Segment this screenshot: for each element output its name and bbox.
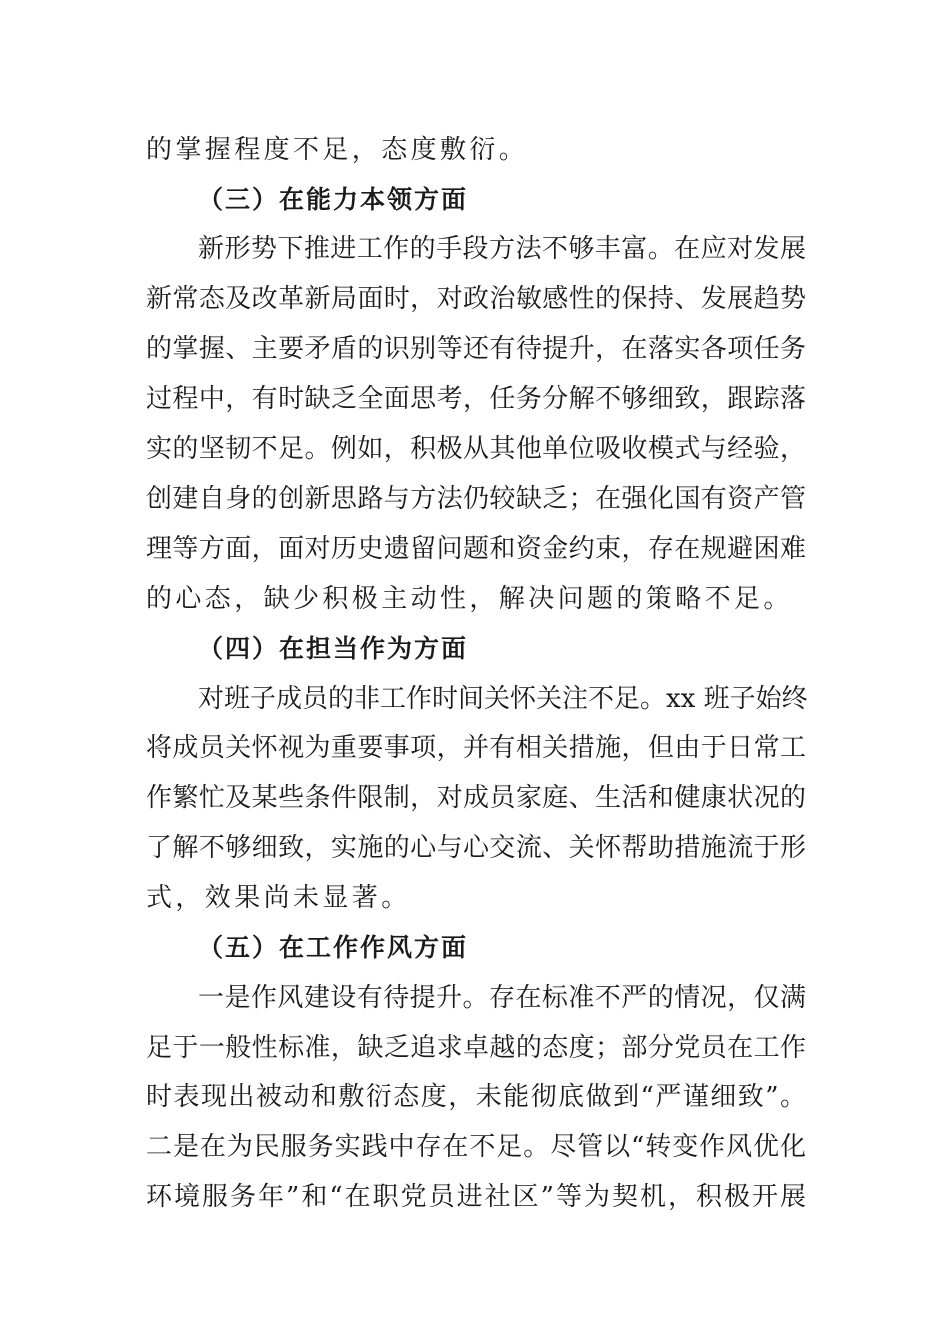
body-line: 新常态及改革新局面时，对政治敏感性的保持、发展趋势 (146, 284, 806, 314)
section-heading-3: （三）在能力本领方面 (198, 185, 469, 214)
body-line: 式，效果尚未显著。 (146, 883, 411, 913)
body-line: 对班子成员的非工作时间关怀关注不足。xx 班子始终 (198, 684, 808, 714)
body-line: 新形势下推进工作的手段方法不够丰富。在应对发展 (198, 234, 806, 264)
body-line: 了解不够细致，实施的心与心交流、关怀帮助措施流于形 (146, 833, 806, 863)
body-line: 创建自身的创新思路与方法仍较缺乏；在强化国有资产管 (146, 484, 806, 514)
body-line: 的心态，缺少积极主动性，解决问题的策略不足。 (146, 584, 793, 614)
body-line: 二是在为民服务实践中存在不足。尽管以“转变作风优化 (146, 1132, 806, 1162)
body-line: 理等方面，面对历史遗留问题和资金约束，存在规避困难 (146, 534, 806, 564)
body-line: 一是作风建设有待提升。存在标准不严的情况，仅满 (198, 983, 806, 1013)
section-heading-4: （四）在担当作为方面 (198, 634, 469, 663)
body-line: 足于一般性标准，缺乏追求卓越的态度；部分党员在工作 (146, 1033, 806, 1063)
body-line: 作繁忙及某些条件限制，对成员家庭、生活和健康状况的 (146, 783, 806, 813)
body-line: 过程中，有时缺乏全面思考，任务分解不够细致，跟踪落 (146, 384, 806, 414)
body-line: 将成员关怀视为重要事项，并有相关措施，但由于日常工 (146, 733, 806, 763)
body-line: 时表现出被动和敷衍态度，未能彻底做到“严谨细致”。 (146, 1082, 806, 1112)
body-line: 实的坚韧不足。例如，积极从其他单位吸收模式与经验， (146, 434, 806, 464)
body-line: 的掌握、主要矛盾的识别等还有待提升，在落实各项任务 (146, 334, 806, 364)
section-heading-5: （五）在工作作风方面 (198, 933, 469, 962)
body-line: 的掌握程度不足，态度敷衍。 (146, 135, 529, 165)
body-line: 环境服务年”和“在职党员进社区”等为契机，积极开展 (146, 1182, 806, 1212)
